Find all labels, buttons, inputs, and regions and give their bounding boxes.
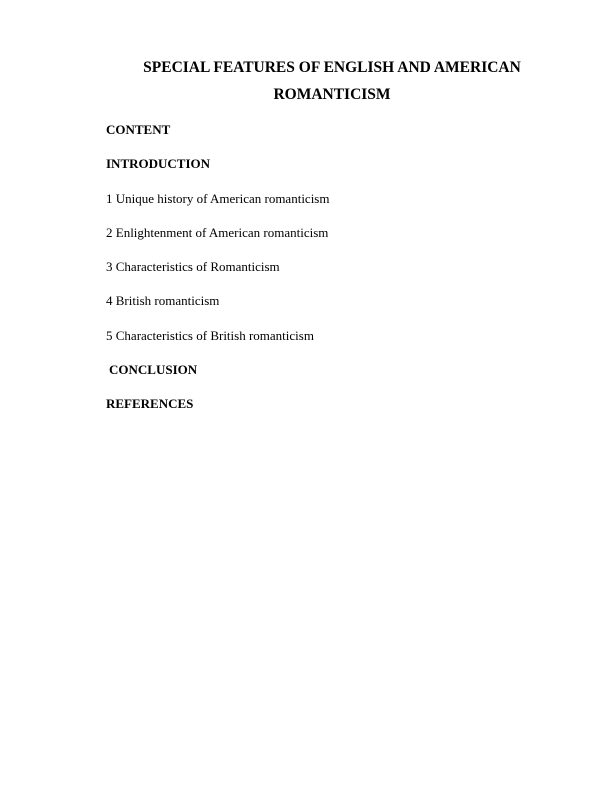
toc-item-unique-history: 1 Unique history of American romanticism [106, 190, 330, 206]
toc-heading-content: CONTENT [106, 122, 171, 137]
toc-item-enlightenment: 2 Enlightenment of American romanticism [106, 224, 329, 240]
toc-item-conclusion: CONCLUSION [109, 362, 198, 378]
toc-item-introduction: INTRODUCTION [106, 156, 211, 172]
toc-item-characteristics-british: 5 Characteristics of British romanticism [106, 327, 314, 343]
document-title-line-1: SPECIAL FEATURES OF ENGLISH AND AMERICAN [143, 59, 521, 76]
toc-item-references: REFERENCES [106, 396, 194, 412]
document-title-line-2: ROMANTICISM [273, 86, 391, 103]
table-of-contents [106, 123, 566, 432]
toc-item-characteristics-romanticism: 3 Characteristics of Romanticism [106, 259, 280, 275]
toc-item-british-romanticism: 4 British romanticism [106, 293, 220, 309]
